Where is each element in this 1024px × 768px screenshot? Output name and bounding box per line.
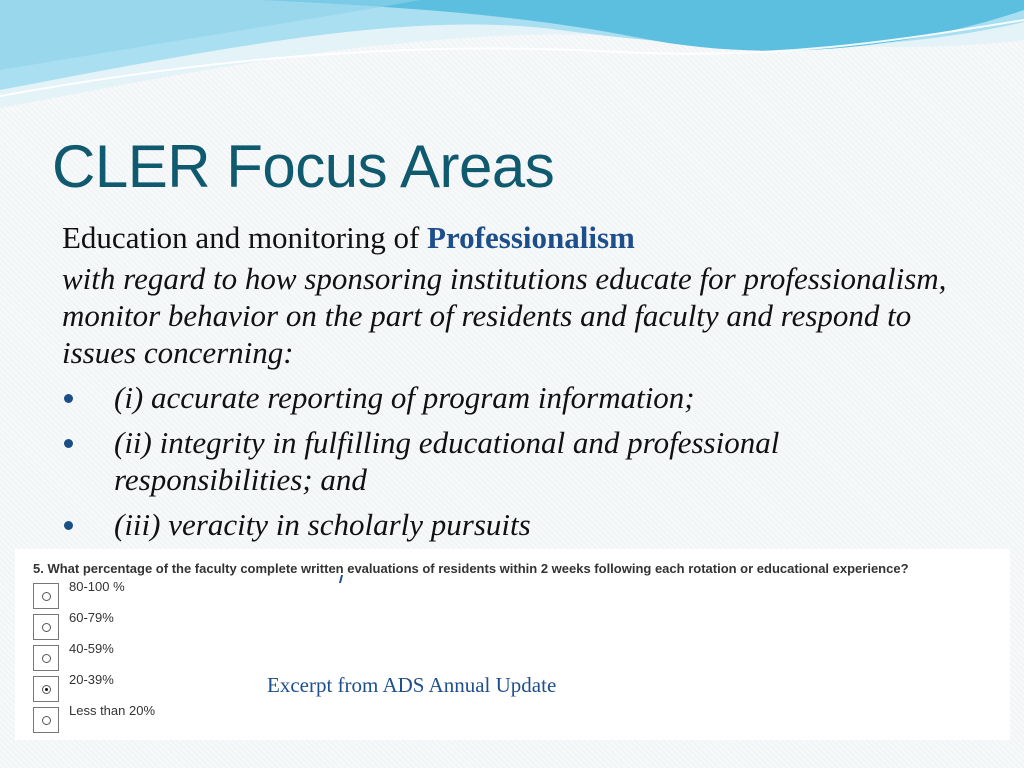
stray-mark: [339, 575, 347, 583]
radio-frame: [33, 676, 59, 702]
lead-emphasis: Professionalism: [427, 220, 635, 255]
bullet-dot-icon: [64, 439, 73, 448]
option-label: 60-79%: [69, 610, 114, 625]
radio-button[interactable]: [42, 592, 51, 601]
radio-frame: [33, 645, 59, 671]
radio-button[interactable]: [42, 654, 51, 663]
radio-frame: [33, 707, 59, 733]
option-label: 20-39%: [69, 672, 114, 687]
bullet-dot-icon: [64, 521, 73, 530]
bullet-text: (i) accurate reporting of program information;: [114, 380, 695, 415]
radio-button[interactable]: [42, 623, 51, 632]
option-label: 40-59%: [69, 641, 114, 656]
radio-frame: [33, 583, 59, 609]
description-text: with regard to how sponsoring institutions educate for professionalism, monitor behavior on the part of residents and faculty and respond to issues concerning:: [62, 261, 947, 370]
survey-excerpt: [15, 549, 1010, 740]
slide-title: CLER Focus Areas: [52, 133, 555, 200]
bullet-text: (ii) integrity in fulfilling educational and professional responsibilities; and: [114, 425, 780, 497]
header-wave-decoration: [0, 0, 1024, 120]
option-label: Less than 20%: [69, 703, 156, 718]
radio-frame: [33, 614, 59, 640]
option-label: 80-100 %: [69, 579, 125, 594]
excerpt-caption: Excerpt from ADS Annual Update: [267, 673, 557, 697]
survey-question: 5. What percentage of the faculty complete written evaluations of residents within 2 weeks following each rotation or educational experience?: [33, 561, 909, 576]
lead-line: [62, 218, 982, 258]
radio-button-checked[interactable]: [42, 685, 51, 694]
lead-prefix: Education and monitoring of: [62, 220, 428, 255]
bullet-item: [62, 379, 982, 416]
slide-body: [62, 218, 982, 543]
bullet-dot-icon: [64, 394, 73, 403]
bullet-item: [62, 424, 982, 498]
bullet-list: [62, 379, 982, 543]
bullet-item: [62, 506, 982, 543]
bullet-text: (iii) veracity in scholarly pursuits: [114, 507, 531, 542]
radio-button[interactable]: [42, 716, 51, 725]
